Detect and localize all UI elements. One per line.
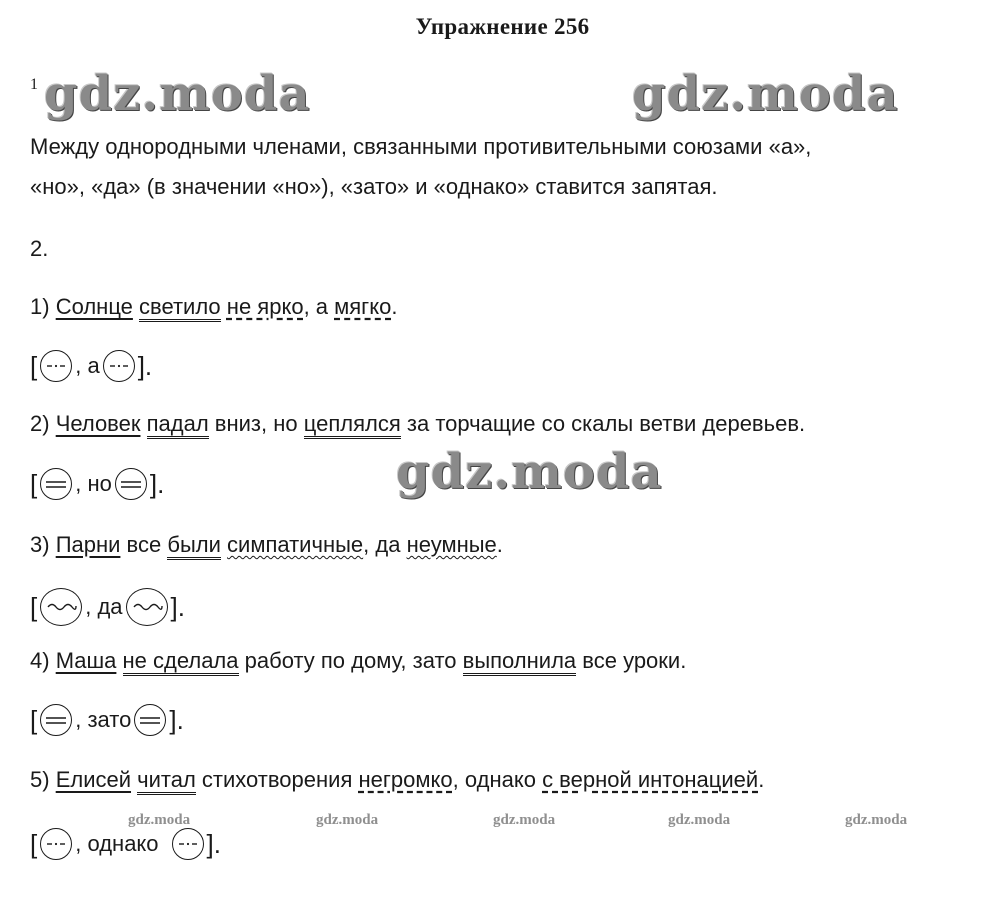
schema-bracket: [ — [30, 591, 38, 622]
predicate: не сделала — [123, 648, 239, 676]
part-number: 1 — [30, 76, 38, 93]
wavy-circle-icon — [126, 588, 168, 626]
sentence-text: все уроки. — [582, 648, 687, 673]
adverbial: мягко — [334, 294, 392, 319]
rule-text-line-1: Между однородными членами, связанными противительными союзами «а», — [30, 134, 812, 159]
schema-bracket: ]. — [137, 350, 153, 381]
dash-dot-circle-icon — [103, 350, 135, 382]
attribute: неумные — [406, 532, 497, 557]
schema-conjunction: , зато — [75, 707, 132, 732]
schema-bracket: [ — [30, 704, 38, 735]
schema-conjunction: , а — [75, 353, 100, 378]
sentence-2 — [30, 411, 805, 437]
watermark: gdz.moda — [845, 812, 908, 828]
schema-bracket: ]. — [149, 468, 165, 499]
adverbial: с верной интонацией — [542, 767, 759, 792]
sentence-number: 2) — [30, 411, 50, 436]
sentence-1 — [30, 294, 397, 320]
subject: Солнце — [55, 294, 133, 319]
subject: Парни — [55, 532, 121, 557]
sentence-2-schema — [30, 468, 164, 500]
adverbial: не ярко — [226, 294, 304, 319]
schema-conjunction: , однако — [75, 831, 159, 856]
watermark: gdz.moda — [128, 812, 191, 828]
sentence-text: стихотворения — [201, 767, 353, 792]
double-line-circle-icon — [40, 704, 72, 736]
sentence-3 — [30, 532, 503, 558]
subject: Человек — [55, 411, 141, 436]
schema-bracket: [ — [30, 828, 38, 859]
predicate: были — [167, 532, 221, 560]
sentence-text: все — [126, 532, 162, 557]
schema-bracket: ]. — [206, 828, 221, 859]
sentence-text: , а — [303, 294, 335, 319]
sentence-text: , однако — [452, 767, 536, 792]
predicate: цеплялся — [304, 411, 401, 439]
sentence-number: 5) — [30, 767, 50, 792]
sentence-text: . — [391, 294, 398, 319]
exercise-title: Упражнение 256 — [415, 14, 590, 39]
sentence-text: за торчащие со скалы ветви деревьев. — [406, 411, 806, 436]
dash-dot-circle-icon — [172, 828, 204, 860]
wavy-circle-icon — [40, 588, 82, 626]
part-number: 2. — [30, 236, 49, 261]
sentence-text: работу по дому, зато — [244, 648, 457, 673]
predicate: читал — [137, 767, 196, 795]
subject: Елисей — [55, 767, 132, 792]
double-line-circle-icon — [134, 704, 166, 736]
schema-bracket: ]. — [169, 704, 184, 735]
adverbial: негромко — [358, 767, 453, 792]
double-line-circle-icon — [115, 468, 147, 500]
sentence-5-schema — [30, 828, 221, 860]
schema-bracket: [ — [30, 468, 38, 499]
watermark: gdz.moda — [632, 66, 899, 122]
double-line-circle-icon — [40, 468, 72, 500]
sentence-1-schema — [30, 350, 152, 382]
sentence-number: 1) — [30, 294, 50, 319]
watermark: gdz.moda — [493, 812, 556, 828]
sentence-text: . — [758, 767, 765, 792]
dash-dot-circle-icon — [40, 828, 72, 860]
sentence-5 — [30, 767, 764, 793]
schema-conjunction: , да — [85, 594, 123, 619]
watermark: gdz.moda — [668, 812, 731, 828]
sentence-number: 3) — [30, 532, 50, 557]
sentence-4 — [30, 648, 686, 674]
sentence-text: , да — [363, 532, 401, 557]
watermark: gdz.moda — [396, 444, 663, 500]
sentence-number: 4) — [30, 648, 50, 673]
sentence-text: вниз, но — [214, 411, 298, 436]
schema-bracket: [ — [30, 350, 38, 381]
sentence-text: . — [496, 532, 503, 557]
attribute: симпатичные — [227, 532, 364, 557]
schema-bracket: ]. — [170, 591, 185, 622]
sentence-3-schema — [30, 588, 185, 626]
subject: Маша — [55, 648, 117, 673]
schema-conjunction: , но — [75, 471, 112, 496]
predicate: падал — [147, 411, 209, 439]
watermark: gdz.moda — [44, 66, 311, 122]
dash-dot-circle-icon — [40, 350, 72, 382]
watermark: gdz.moda — [316, 812, 379, 828]
sentence-4-schema — [30, 704, 184, 736]
predicate: выполнила — [463, 648, 577, 676]
rule-text-line-2: «но», «да» (в значении «но»), «зато» и «однако» ставится запятая. — [30, 174, 718, 199]
predicate: светило — [139, 294, 221, 322]
